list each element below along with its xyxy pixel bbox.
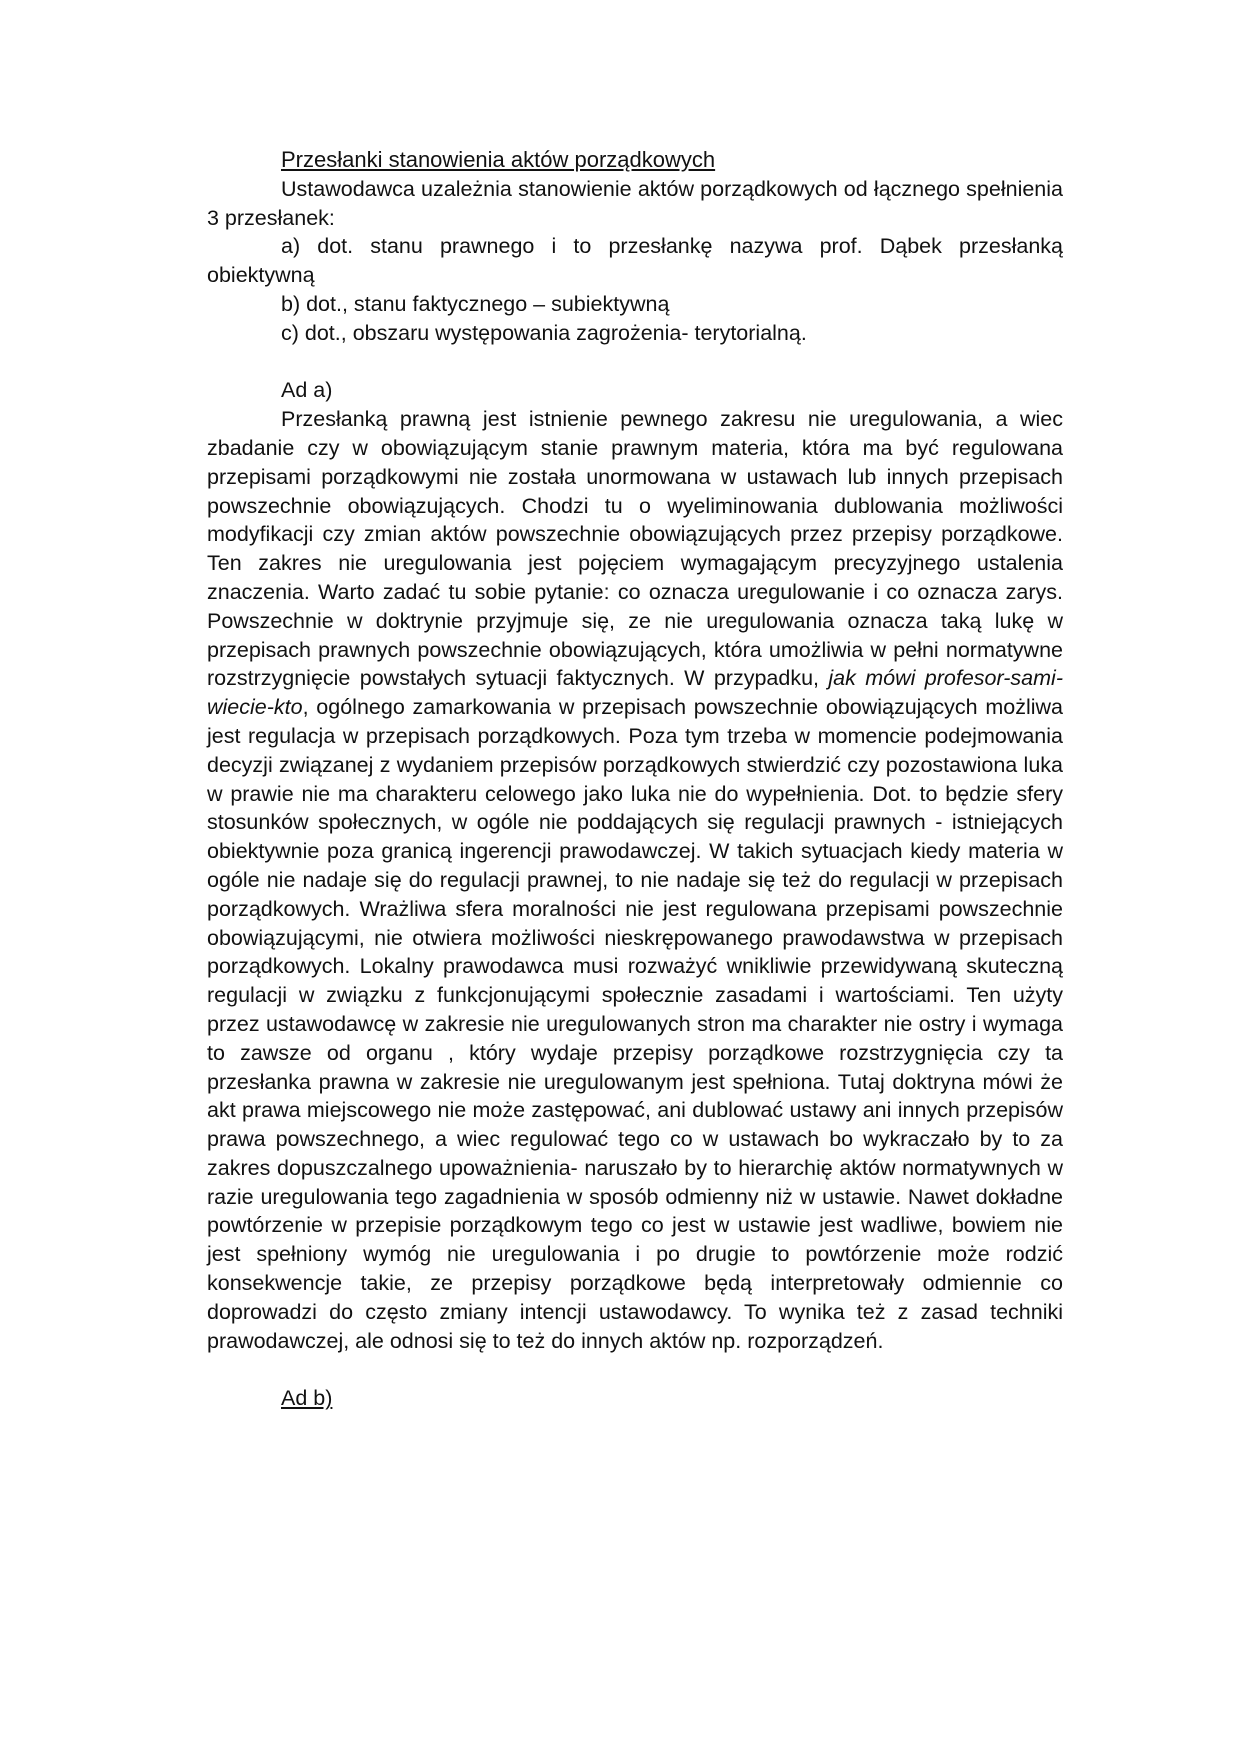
list-item: b) dot., stanu faktycznego – subiektywną	[281, 291, 670, 316]
section-a-heading: Ad a)	[281, 378, 333, 403]
italic-quote: jak mówi profesor-sami-wiecie-kto	[207, 666, 1063, 720]
spacer	[207, 348, 1063, 377]
page-title: Przesłanki stanowienia aktów porządkowych	[281, 147, 716, 172]
body-text-continued: , ogólnego zamarkowania w przepisach powszechnie obowiązujących możliwa jest regulacja w przepisach porządkowych. Poza tym trzeba w momencie podejmowania decyzji związanej z wydaniem przepisów porządkowych stwierdzić czy pozostawiona luka w prawie nie ma charakteru celowego jako luka nie do wypełnienia. Dot. to będzie sfery stosunków społecznych, w ogóle nie poddających się regulacji prawnych - istniejących obiektywnie poza granicą ingerencji prawodawczej. W takich sytuacjach kiedy materia w ogóle nie nadaje się do regulacji prawnej, to nie nadaje się też do regulacji w przepisach porządkowych. Wrażliwa sfera moralności nie jest regulowana przepisami powszechnie obowiązującymi, nie otwiera możliwości nieskrępowanego prawodawstwa w przepisach porządkowych. Lokalny prawodawca musi rozważyć wnikliwie przewidywaną skuteczną regulacji w związku z funkcjonującymi społecznie zasadami i wartościami. Ten użyty przez ustawodawcę w zakresie nie uregulowanych stron ma charakter nie ostry i wymaga to zawsze od organu , który wydaje przepisy porządkowe rozstrzygnięcia czy ta przesłanka prawna w zakresie nie uregulowanym jest spełniona. Tutaj doktryna mówi że akt prawa miejscowego nie może zastępować, ani dublować ustawy ani innych przepisów prawa powszechnego, a wiec regulować tego co w ustawach bo wykraczało by to za zakres dopuszczalnego upoważnienia- naruszało by to hierarchię aktów normatywnych w razie uregulowania tego zagadnienia w sposób odmienny niż w ustawie. Nawet dokładne powtórzenie w przepisie porządkowym tego co jest w ustawie jest wadliwe, bowiem nie jest spełniony wymóg nie uregulowania i po drugie to powtórzenie może rodzić konsekwencje takie, ze przepisy porządkowe będą interpretowały odmiennie co doprowadzi do często zmiany intencji ustawodawcy. To wynika też z zasad techniki prawodawczej, ale odnosi się to też do innych aktów np. rozporządzeń.	[207, 695, 1063, 1353]
body-text: Przesłanką prawną jest istnienie pewnego zakresu nie uregulowania, a wiec zbadanie czy w obowiązującym stanie prawnym materia, która ma być regulowana przepisami porządkowymi nie została unormowana w ustawach lub innych przepisach powszechnie obowiązujących. Chodzi tu o wyeliminowania dublowania możliwości modyfikacji czy zmian aktów powszechnie obowiązujących przez przepisy porządkowe. Ten zakres nie uregulowania jest pojęciem wymagającym precyzyjnego ustalenia znaczenia. Warto zadać tu sobie pytanie: co oznacza uregulowanie i co oznacza zarys. Powszechnie w doktrynie przyjmuje się, ze nie uregulowania oznacza taką lukę w przepisach prawnych powszechnie obowiązujących, która umożliwia w pełni normatywne rozstrzygnięcie powstałych sytuacji faktycznych. W przypadku,	[207, 407, 1063, 691]
list-item: c) dot., obszaru występowania zagrożenia- terytorialną.	[281, 320, 807, 345]
document-page	[207, 146, 1063, 1413]
list-item: a) dot. stanu prawnego i to przesłankę nazywa prof. Dąbek przesłanką obiektywną	[207, 234, 1063, 288]
section-b-heading: Ad b)	[281, 1386, 333, 1411]
section-a-body	[207, 405, 1063, 1355]
spacer	[207, 1355, 1063, 1384]
intro-paragraph: Ustawodawca uzależnia stanowienie aktów porządkowych od łącznego spełnienia 3 przesłanek:	[207, 176, 1063, 230]
